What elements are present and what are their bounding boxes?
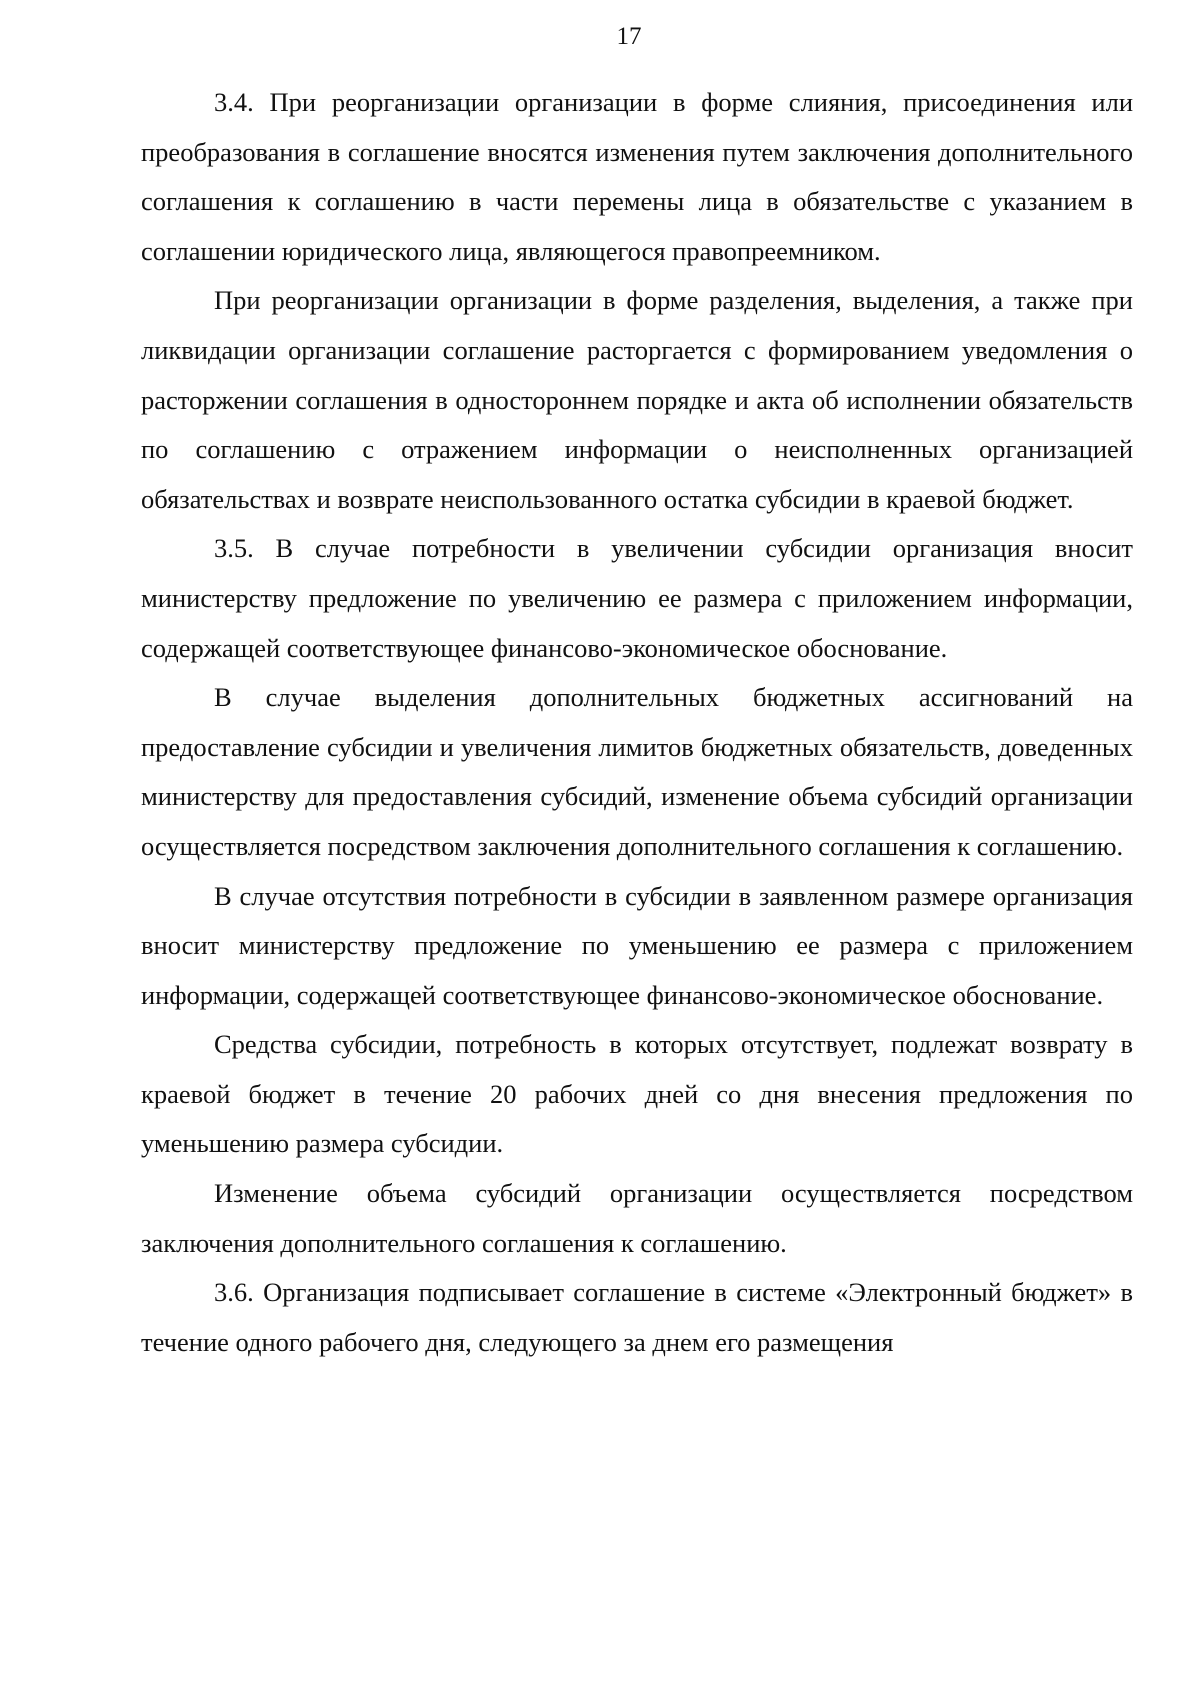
page-number: 17 (616, 23, 642, 50)
paragraph-3-6: 3.6. Организация подписывает соглашение в системе «Электронный бюджет» в течение одного рабочего дня, следующего за днем его размещения (141, 1277, 1133, 1357)
document-body (141, 78, 1133, 1367)
paragraph-return-funds: Средства субсидии, потребность в которых отсутствует, подлежат возврату в краевой бюджет в течение 20 рабочих дней со дня внесения предложения по уменьшению размера субсидии. (141, 1029, 1133, 1159)
paragraph-3-4: 3.4. При реорганизации организации в форме слияния, присоединения или преобразования в соглашение вносятся изменения путем заключения дополнительного соглашения к соглашению в части перемены лица в обязательстве с указанием в соглашении юридического лица, являющегося правопреемником. (141, 87, 1133, 266)
paragraph-reorganization-division: При реорганизации организации в форме разделения, выделения, а также при ликвидации организации соглашение расторгается с формированием уведомления о расторжении соглашения в одностороннем порядке и акта об исполнении обязательств по соглашению с отражением информации о неисполненных организацией обязательствах и возврате неиспользованного остатка субсидии в краевой бюджет. (141, 285, 1133, 514)
paragraph-reduction-proposal: В случае отсутствия потребности в субсидии в заявленном размере организация вносит министерству предложение по уменьшению ее размера с приложением информации, содержащей соответствующее финансово-экономическое обоснование. (141, 880, 1133, 1010)
paragraph-volume-change: Изменение объема субсидий организации осуществляется посредством заключения дополнительного соглашения к соглашению. (141, 1178, 1133, 1258)
paragraph-additional-allocations: В случае выделения дополнительных бюджетных ассигнований на предоставление субсидии и увеличения лимитов бюджетных обязательств, доведенных министерству для предоставления субсидий, изменение объема субсидий организации осуществляется посредством заключения дополнительного соглашения к соглашению. (141, 682, 1133, 861)
paragraph-3-5: 3.5. В случае потребности в увеличении субсидии организация вносит министерству предложение по увеличению ее размера с приложением информации, содержащей соответствующее финансово-экономическое обоснование. (141, 533, 1133, 663)
